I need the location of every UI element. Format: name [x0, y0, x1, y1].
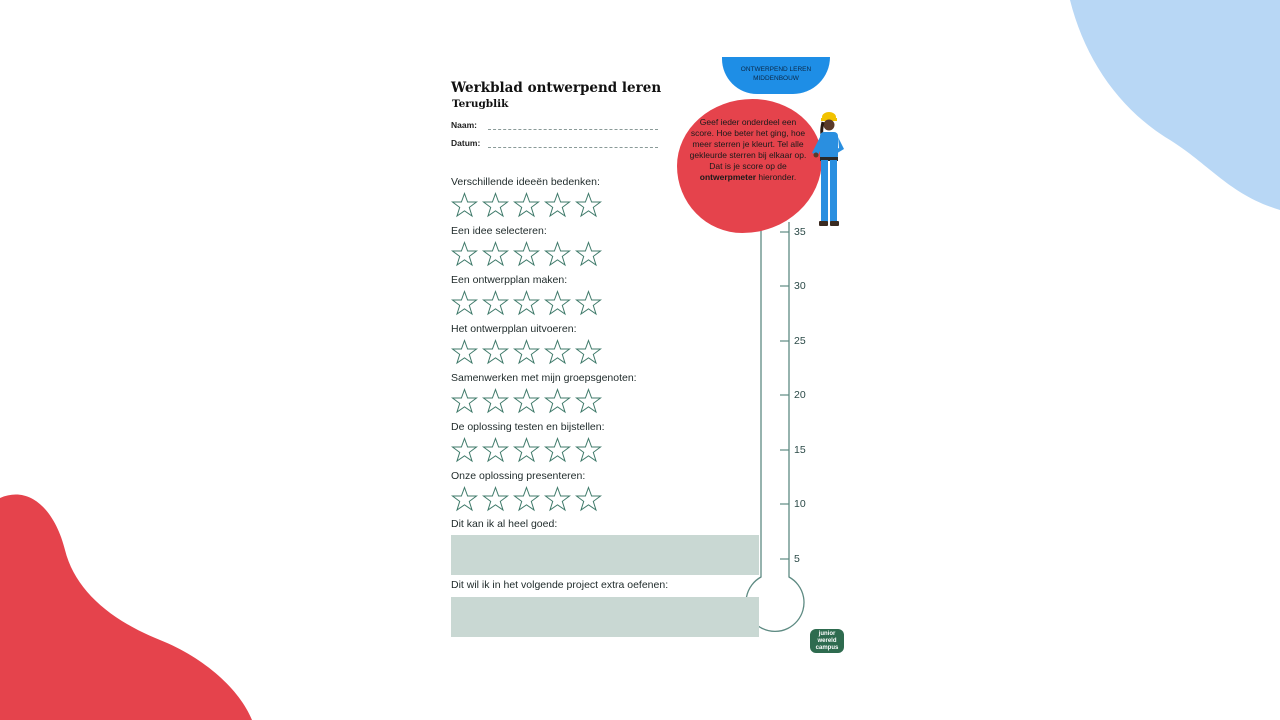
- rating-item-label: Een idee selecteren:: [451, 225, 547, 237]
- instruction-text-part2: hieronder.: [758, 172, 797, 182]
- star-icon[interactable]: [544, 388, 571, 414]
- star-icon[interactable]: [575, 339, 602, 365]
- instruction-text: [688, 117, 808, 183]
- star-icon[interactable]: [513, 437, 540, 463]
- instruction-text-bold: ontwerpmeter: [699, 172, 757, 182]
- answer-label-practice: Dit wil ik in het volgende project extra oefenen:: [451, 579, 669, 591]
- star-icon[interactable]: [544, 339, 571, 365]
- instruction-text-part1: Geef ieder onderdeel een score. Hoe beter het ging, hoe meer sterren je kleurt. Tel alle gekleurde sterren bij elkaar op. Dat is je score op de: [689, 117, 807, 171]
- tick-label-20: 20: [794, 389, 806, 401]
- date-label: Datum:: [451, 138, 481, 148]
- rating-item-label: Samenwerken met mijn groepsgenoten:: [451, 372, 637, 384]
- rating-item-label: De oplossing testen en bijstellen:: [451, 421, 605, 433]
- star-icon[interactable]: [482, 192, 509, 218]
- star-rating-row: [451, 388, 602, 414]
- rating-item-label: Verschillende ideeën bedenken:: [451, 176, 600, 188]
- answer-box-practice[interactable]: [451, 597, 759, 637]
- star-icon[interactable]: [575, 437, 602, 463]
- star-icon[interactable]: [513, 339, 540, 365]
- star-icon[interactable]: [451, 437, 478, 463]
- star-icon[interactable]: [575, 241, 602, 267]
- tick-label-25: 25: [794, 335, 806, 347]
- tick-label-15: 15: [794, 444, 806, 456]
- star-rating-row: [451, 192, 602, 218]
- star-icon[interactable]: [482, 388, 509, 414]
- star-icon[interactable]: [482, 241, 509, 267]
- star-icon[interactable]: [451, 486, 478, 512]
- tick-label-35: 35: [794, 226, 806, 238]
- construction-worker-illustration: [806, 109, 852, 235]
- star-icon[interactable]: [451, 290, 478, 316]
- star-icon[interactable]: [451, 241, 478, 267]
- star-icon[interactable]: [451, 339, 478, 365]
- worksheet-subtitle: Terugblik: [452, 98, 509, 110]
- logo-line-3: campus: [815, 645, 839, 651]
- star-icon[interactable]: [575, 192, 602, 218]
- star-rating-row: [451, 339, 602, 365]
- badge-line-1: ONTWERPEND LEREN: [740, 66, 812, 73]
- star-icon[interactable]: [513, 388, 540, 414]
- star-icon[interactable]: [513, 486, 540, 512]
- star-icon[interactable]: [575, 388, 602, 414]
- star-icon[interactable]: [482, 437, 509, 463]
- answer-label-good: Dit kan ik al heel goed:: [451, 518, 558, 530]
- star-icon[interactable]: [544, 486, 571, 512]
- tick-label-30: 30: [794, 280, 806, 292]
- star-rating-row: [451, 486, 602, 512]
- star-icon[interactable]: [544, 241, 571, 267]
- corner-blob-blue: [1060, 0, 1280, 215]
- star-icon[interactable]: [544, 192, 571, 218]
- star-icon[interactable]: [482, 486, 509, 512]
- star-rating-row: [451, 241, 602, 267]
- star-icon[interactable]: [482, 290, 509, 316]
- logo-line-2: wereld: [817, 638, 837, 644]
- star-icon[interactable]: [451, 192, 478, 218]
- badge-line-2: MIDDENBOUW: [753, 75, 799, 82]
- worksheet: [440, 57, 850, 657]
- star-icon[interactable]: [575, 290, 602, 316]
- rating-item-label: Onze oplossing presenteren:: [451, 470, 586, 482]
- star-icon[interactable]: [544, 437, 571, 463]
- rating-item-label: Het ontwerpplan uitvoeren:: [451, 323, 577, 335]
- tick-label-5: 5: [794, 553, 800, 565]
- junior-wereld-campus-logo: [810, 629, 844, 653]
- star-rating-row: [451, 290, 602, 316]
- worksheet-title: Werkblad ontwerpend leren: [451, 80, 662, 96]
- star-icon[interactable]: [513, 290, 540, 316]
- star-icon[interactable]: [513, 192, 540, 218]
- answer-box-good[interactable]: [451, 535, 759, 575]
- name-label: Naam:: [451, 120, 477, 130]
- logo-line-1: junior: [818, 631, 836, 637]
- tick-label-10: 10: [794, 498, 806, 510]
- star-icon[interactable]: [482, 339, 509, 365]
- star-icon[interactable]: [575, 486, 602, 512]
- corner-blob-red: [0, 490, 260, 720]
- rating-item-label: Een ontwerpplan maken:: [451, 274, 568, 286]
- star-icon[interactable]: [544, 290, 571, 316]
- star-icon[interactable]: [451, 388, 478, 414]
- star-icon[interactable]: [513, 241, 540, 267]
- star-rating-row: [451, 437, 602, 463]
